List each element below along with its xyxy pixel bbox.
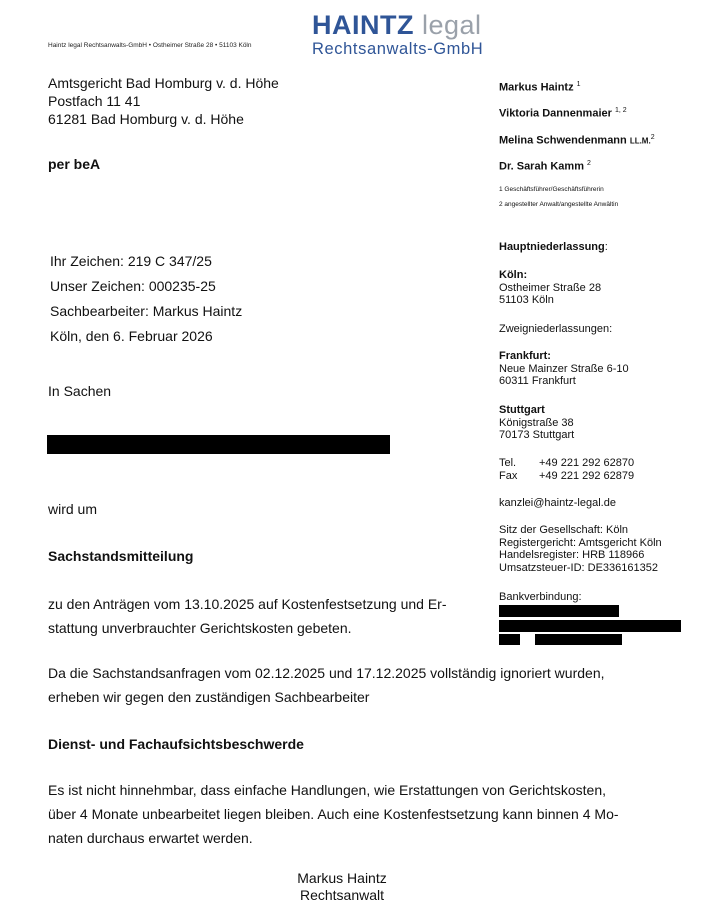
recipient-line-1: Amtsgericht Bad Homburg v. d. Höhe [48,75,279,91]
partner-3-name: Melina Schwendenmann [499,134,627,147]
paragraph-3-line-1: Es ist nicht hinnehmbar, dass einfache Handlungen, wie Erstattungen von Gerichtskosten, [48,782,606,798]
paragraph-2-line-2: erheben wir gegen den zuständigen Sachbearbeiter [48,689,370,705]
partner-4 [499,160,591,173]
date-line: Köln, den 6. Februar 2026 [50,328,213,344]
logo-subtitle: Rechtsanwalts-GmbH [312,40,484,58]
partner-2-name: Viktoria Dannenmaier [499,107,612,120]
recipient-line-3: 61281 Bad Homburg v. d. Höhe [48,111,244,127]
stuttgart-city: 70173 Stuttgart [499,429,575,441]
redaction-bar-case-parties [47,435,390,454]
signature-name: Markus Haintz [297,870,387,886]
handelsregister: Handelsregister: HRB 118966 [499,549,645,561]
bank-label: Bankverbindung: [499,591,582,603]
redaction-bar-bank-3a [499,634,520,645]
stuttgart-street: Königstraße 38 [499,416,574,429]
address-frankfurt [499,350,629,388]
company-registration [499,524,662,574]
sitz: Sitz der Gesellschaft: Köln [499,524,629,536]
hq-label [499,241,608,253]
partner-3-suffix: LL.M. [629,136,651,146]
recipient-address [48,74,279,128]
heading-beschwerde: Dienst- und Fachaufsichtsbeschwerde [48,736,304,752]
unser-zeichen: Unser Zeichen: 000235-25 [50,278,216,294]
koeln-label: Köln: [499,269,528,281]
address-stuttgart [499,404,574,442]
koeln-street: Ostheimer Straße 28 [499,281,602,294]
partner-1-name: Markus Haintz [499,81,574,94]
fax-label: Fax [499,469,518,482]
partner-4-sup: 2 [587,160,591,167]
partner-2-sup: 1, 2 [614,107,627,114]
paragraph-1-line-2: stattung unverbrauchter Gerichtskosten gebeten. [48,620,352,636]
paragraph-3-line-3: naten durchaus erwartet werden. [48,830,253,846]
company-logo [312,10,512,60]
contact-phone [499,457,634,482]
tel-value: +49 221 292 62870 [539,457,635,469]
partner-2 [499,107,627,120]
paragraph-1 [48,592,447,640]
footnote-2: 2 angestellter Anwalt/angestellte Anwältin [499,201,619,208]
heading-sachstandsmitteilung: Sachstandsmitteilung [48,548,194,564]
partner-1-sup: 1 [576,81,581,88]
registergericht: Registergericht: Amtsgericht Köln [499,536,662,549]
footnote-1: 1 Geschäftsführer/Geschäftsführerin [499,186,604,193]
delivery-method: per beA [48,156,101,172]
redaction-bar-bank-1 [499,605,619,617]
hq-label-text: Hauptniederlassung [499,241,605,253]
logo-haintz: HAINTZ [312,10,414,40]
branches-label: Zweigniederlassungen: [499,323,613,335]
wird-um: wird um [48,501,98,517]
redaction-bar-bank-2 [499,620,681,632]
reference-block [50,249,242,349]
in-sachen: In Sachen [48,383,112,399]
paragraph-2-line-1: Da die Sachstandsanfragen vom 02.12.2025 und 17.12.2025 vollständig ignoriert wurden, [48,665,605,681]
frankfurt-street: Neue Mainzer Straße 6-10 [499,362,629,375]
ust-id: Umsatzsteuer-ID: DE336161352 [499,561,658,574]
tel-label: Tel. [499,457,517,469]
hq-colon: : [604,241,608,253]
frankfurt-city: 60311 Frankfurt [499,375,576,387]
redaction-bar-bank-3b [535,634,622,645]
koeln-city: 51103 Köln [499,294,554,306]
address-koeln [499,269,601,307]
fax-value: +49 221 292 62879 [539,469,635,482]
paragraph-3 [48,778,619,850]
partner-1 [499,81,581,94]
stuttgart-label: Stuttgart [499,404,545,416]
sender-return-line: Haintz legal Rechtsanwalts-GmbH • Ostheimer Straße 28 • 51103 Köln [48,42,252,49]
paragraph-2 [48,661,605,709]
ihr-zeichen: Ihr Zeichen: 219 C 347/25 [50,253,212,269]
partner-3-sup: 2 [650,134,655,141]
frankfurt-label: Frankfurt: [499,350,551,362]
sachbearbeiter: Sachbearbeiter: Markus Haintz [50,303,243,319]
partner-4-name: Dr. Sarah Kamm [499,160,584,173]
partner-3 [499,134,655,147]
email-link[interactable]: kanzlei@haintz-legal.de [499,497,616,509]
paragraph-1-line-1: zu den Anträgen vom 13.10.2025 auf Kostenfestsetzung und Er- [48,596,447,612]
signature-block [288,870,396,904]
signature-title: Rechtsanwalt [299,887,385,903]
logo-wordmark [312,10,482,41]
logo-legal: legal [422,10,482,40]
paragraph-3-line-2: über 4 Monate unbearbeitet liegen bleiben. Auch eine Kostenfestsetzung kann binnen 4 Mo- [48,806,619,822]
recipient-line-2: Postfach 11 41 [48,93,141,109]
